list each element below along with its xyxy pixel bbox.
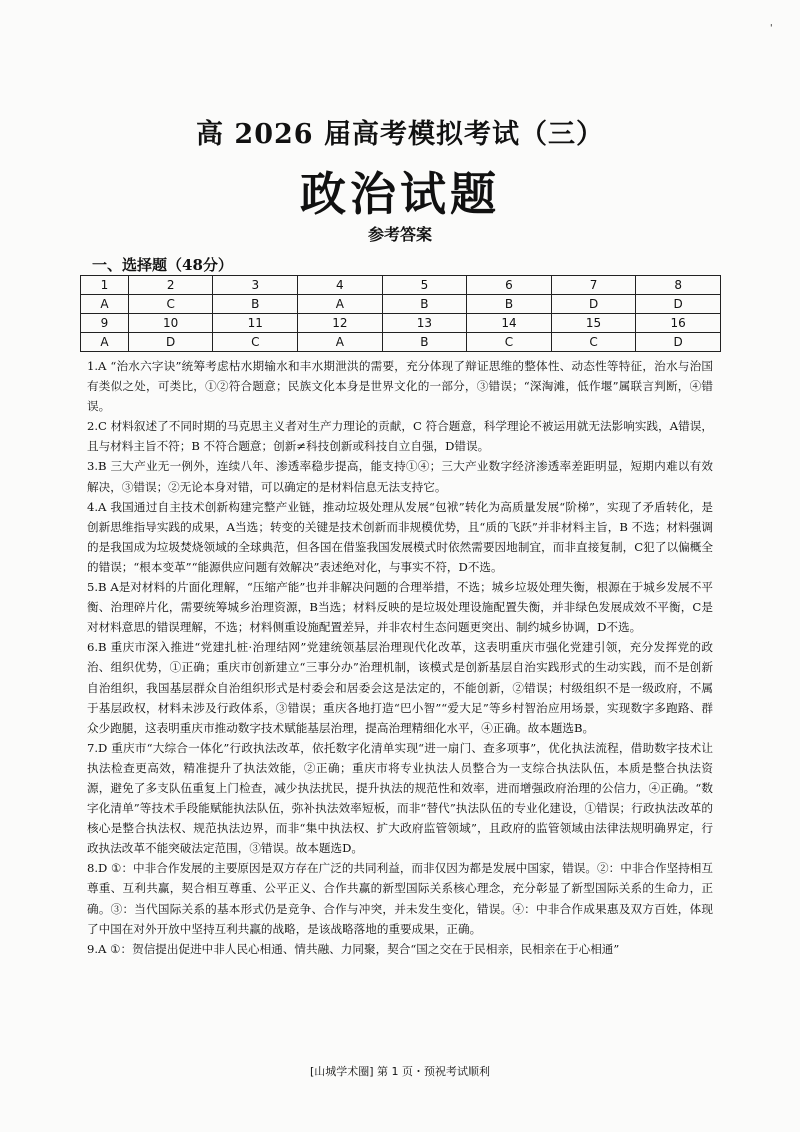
explanation-paragraph: 6.B 重庆市深入推进“党建扎桩·治理结网”党建统领基层治理现代化改革，这表明重庆市强化党建引领，充分发挥党的政治、组织优势，①正确；重庆市创新建立“三事分办”治理机制，该模式是创新基层自治实践形式的生动实践，而不是创新自治组织，我国基层群众自治组织形式是村委会和居委会这是法定的，不能创新，②错误；村级组织不是一级政府，不属于基层政权，材料未涉及行政体系，③错误；重庆各地打造“巴小智”“爱大足”等乡村智治应用场景，实现数字多跑路、群众少跑腿，这表明重庆市推动数字技术赋能基层治理，提高治理精细化水平，④正确。故本题选B。 xyxy=(87,640,713,735)
table-cell: C xyxy=(213,333,298,352)
subject-title: 政治试题 xyxy=(300,167,500,221)
explanations xyxy=(87,356,713,959)
section-heading: 一、选择题（48分） xyxy=(92,256,233,274)
explanation-paragraph: 9.A ①：贺信提出促进中非人民心相通、情共融、力同聚，契合“国之交在于民相亲，民相亲在于心相通” xyxy=(87,941,620,956)
page-footer: [山城学术圈] 第 1 页・预祝考试顺利 xyxy=(309,1065,491,1078)
table-row xyxy=(81,314,721,333)
table-cell: 5 xyxy=(382,276,467,295)
table-cell: 12 xyxy=(298,314,383,333)
table-cell: A xyxy=(298,333,383,352)
table-cell: 8 xyxy=(636,276,721,295)
table-cell: C xyxy=(128,295,213,314)
explanation-paragraph: 8.D ①：中非合作发展的主要原因是双方存在广泛的共同利益，而非仅因为都是发展中国家，错误。②：中非合作坚持相互尊重、互利共赢，契合相互尊重、公平正义、合作共赢的新型国际关系核心理念，充分彰显了新型国际关系的生命力，正确。③：当代国际关系的基本形式仍是竞争、合作与冲突，并未发生变化，错误。④：中非合作成果惠及双方百姓，体现了中国在对外开放中坚持互利共赢的战略，是该战略落地的重要成果，正确。 xyxy=(87,861,713,936)
table-cell: 2 xyxy=(128,276,213,295)
exam-title: 高 2026 届高考模拟考试（三） xyxy=(196,119,604,150)
table-row xyxy=(81,295,721,314)
table-cell: C xyxy=(551,333,636,352)
table-cell: D xyxy=(636,295,721,314)
table-cell: B xyxy=(382,333,467,352)
table-cell: 10 xyxy=(128,314,213,333)
explanation-paragraph: 2.C 材料叙述了不同时期的马克思主义者对生产力理论的贡献，C 符合题意，科学理论不被运用就无法影响实践，A错误，且与材料主旨不符；B 不符合题意；创新≠科技创新或科技自立自强，D错误。 xyxy=(87,419,713,454)
table-cell: 9 xyxy=(81,314,129,333)
table-cell: D xyxy=(128,333,213,352)
table-cell: A xyxy=(298,295,383,314)
explanation-paragraph: 1.A “治水六字诀”统筹考虑枯水期输水和丰水期泄洪的需要，充分体现了辩证思维的整体性、动态性等特征，治水与治国有类似之处，可类比，①②符合题意；民族文化本身是世界文化的一部分，③错误；“深淘滩，低作堰”属联言判断，④错误。 xyxy=(87,359,713,414)
corner-mark: ' xyxy=(770,24,773,34)
table-cell: B xyxy=(382,295,467,314)
table-cell: 14 xyxy=(467,314,552,333)
answer-table xyxy=(80,275,721,352)
table-cell: C xyxy=(467,333,552,352)
table-cell: 11 xyxy=(213,314,298,333)
table-cell: 16 xyxy=(636,314,721,333)
explanation-paragraph: 5.B A是对材料的片面化理解，“压缩产能”也并非解决问题的合理举措，不选；城乡垃圾处理失衡，根源在于城乡发展不平衡、治理碎片化，需要统筹城乡治理资源，B当选；材料反映的是垃圾处理设施配置失衡，并非绿色发展成效不平衡，C是对材料意思的错误理解，不选；材料侧重设施配置差异，并非农村生态问题更突出、制约城乡协调，D不选。 xyxy=(87,580,713,635)
table-cell: D xyxy=(636,333,721,352)
table-cell: 3 xyxy=(213,276,298,295)
table-row xyxy=(81,276,721,295)
explanation-paragraph: 4.A 我国通过自主技术创新构建完整产业链，推动垃圾处理从发展“包袱”转化为高质量发展“阶梯”，实现了矛盾转化，是创新思维指导实践的成果，A当选；转变的关键是技术创新而非规模优势，且“质的飞跃”并非材料主旨，B 不选；材料强调的是我国成为垃圾焚烧领域的全球典范，但各国在借鉴我国发展模式时依然需要因地制宜，而非直接复制，C犯了以偏概全的错误；“根本变革”“能源供应问题有效解决”表述绝对化，与事实不符，D不选。 xyxy=(87,499,713,574)
table-cell: 4 xyxy=(298,276,383,295)
table-cell: A xyxy=(81,333,129,352)
table-cell: 6 xyxy=(467,276,552,295)
table-cell: B xyxy=(213,295,298,314)
table-cell: B xyxy=(467,295,552,314)
explanation-paragraph: 3.B 三大产业无一例外，连续八年、渗透率稳步提高，能支持①④；三大产业数字经济渗透率差距明显，短期内难以有效解决，③错误；②无论本身对错，可以确定的是材料信息无法支持它。 xyxy=(87,459,713,494)
explanation-paragraph: 7.D 重庆市“大综合一体化”行政执法改革，依托数字化清单实现“进一扇门、查多项事”，优化执法流程，借助数字技术让执法检查更高效，精准提升了执法效能，②正确；重庆市将专业执法人员整合为一支综合执法队伍，本质是整合执法资源，避免了多支队伍重复上门检查，减少执法扰民，提升执法的规范性和效率，进而增强政府治理的公信力，④正确。“数字化清单”等技术手段能赋能执法队伍，弥补执法效率短板，而非“替代”执法队伍的专业化建设，①错误；行政执法改革的核心是整合执法权、规范执法边界，而非“集中执法权、扩大政府监管领域”，且政府的监管领域由法律法规明确界定，行政执法改革不能突破法定范围，③错误。故本题选D。 xyxy=(87,740,713,856)
table-cell: A xyxy=(81,295,129,314)
table-cell: 13 xyxy=(382,314,467,333)
table-cell: 15 xyxy=(551,314,636,333)
table-cell: 1 xyxy=(81,276,129,295)
table-row xyxy=(81,333,721,352)
table-cell: D xyxy=(551,295,636,314)
answer-key-subtitle: 参考答案 xyxy=(367,225,432,244)
table-cell: 7 xyxy=(551,276,636,295)
